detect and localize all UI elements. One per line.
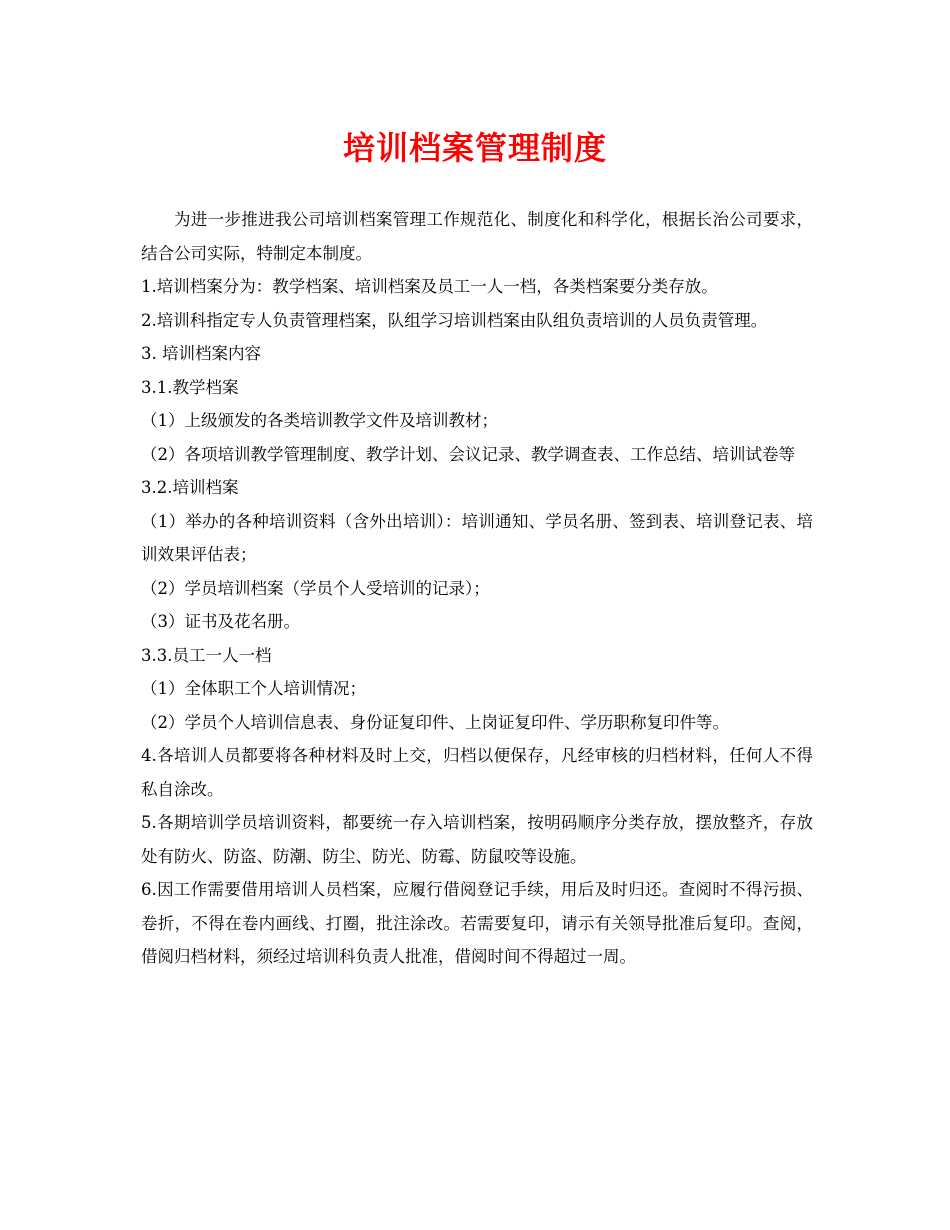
paragraph-3-2-item-1: （1）举办的各种培训资料（含外出培训）：培训通知、学员名册、签到表、培训登记表、培训效果评估表； [141, 511, 813, 564]
paragraph-3-2: 3.2.培训档案 [141, 478, 239, 497]
paragraph-2: 2.培训科指定专人负责管理档案，队组学习培训档案由队组负责培训的人员负责管理。 [141, 310, 768, 330]
paragraph-3-1-item-2: （2）各项培训教学管理制度、教学计划、会议记录、教学调查表、工作总结、培训试卷等 [141, 444, 795, 464]
document-title: 培训档案管理制度 [342, 129, 607, 167]
paragraph-3-3-item-1: （1）全体职工个人培训情况； [141, 679, 366, 698]
paragraph-3-3-item-2: （2）学员个人培训信息表、身份证复印件、上岗证复印件、学历职称复印件等。 [141, 712, 729, 732]
document-body [141, 203, 813, 974]
paragraph-4: 4.各培训人员都要将各种材料及时上交，归档以便保存，凡经审核的归档材料，任何人不得私自涂改。 [141, 746, 813, 799]
paragraph-6: 6.因工作需要借用培训人员档案，应履行借阅登记手续，用后及时归还。查阅时不得污损、卷折，不得在卷内画线、打圈，批注涂改。若需要复印，请示有关领导批准后复印。查阅，借阅归档材料，须经过培训科负责人批准，借阅时间不得超过一周。 [141, 880, 813, 966]
paragraph-3-3: 3.3.员工一人一档 [141, 645, 272, 665]
paragraph-3-2-item-2: （2）学员培训档案（学员个人受培训的记录）； [141, 578, 490, 598]
paragraph-1: 1.培训档案分为：教学档案、培训档案及员工一人一档，各类档案要分类存放。 [141, 277, 718, 296]
paragraph-3-1-item-1: （1）上级颁发的各类培训教学文件及培训教材； [141, 411, 498, 430]
paragraph-3-1: 3.1.教学档案 [141, 377, 239, 397]
paragraph-intro: 为进一步推进我公司培训档案管理工作规范化、制度化和科学化，根据长治公司要求，结合公司实际，特制定本制度。 [141, 210, 813, 263]
paragraph-5: 5.各期培训学员培训资料，都要统一存入培训档案，按明码顺序分类存放，摆放整齐，存放处有防火、防盗、防潮、防尘、防光、防霉、防鼠咬等设施。 [141, 813, 813, 866]
paragraph-3-2-item-3: （3）证书及花名册。 [141, 612, 300, 631]
paragraph-3: 3. 培训档案内容 [141, 344, 261, 363]
